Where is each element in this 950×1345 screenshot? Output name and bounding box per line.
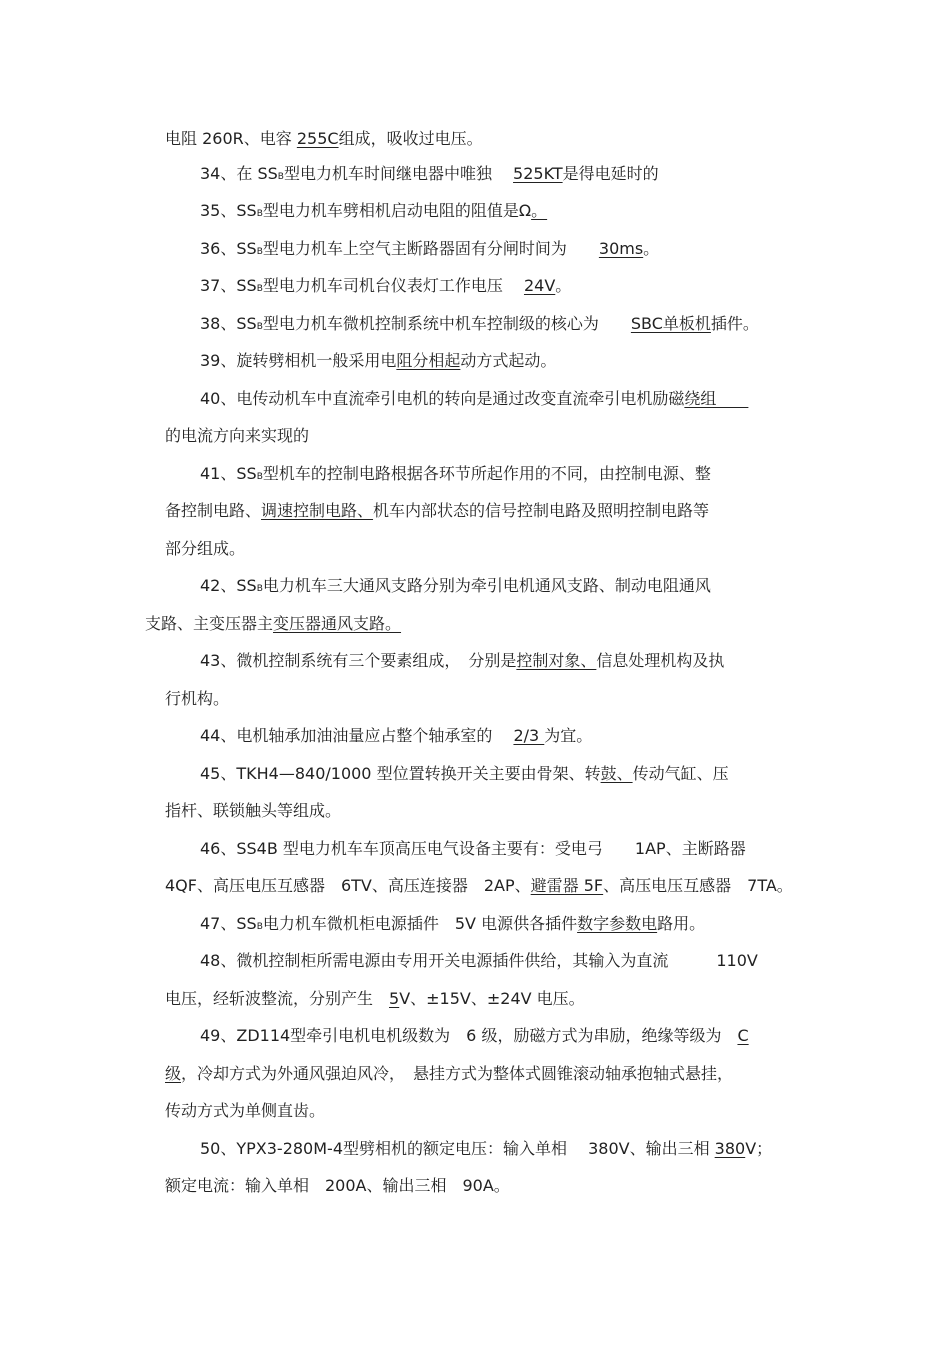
text-segment: 部分组成。 — [165, 539, 246, 558]
text-line — [165, 538, 245, 560]
text-segment: 44、电机轴承加油油量应占整个轴承室的 — [200, 726, 514, 745]
text-line — [200, 950, 758, 972]
text-line — [200, 1025, 749, 1047]
text-segment: 机车内部状态的信号控制电路及照明控制电路等 — [373, 501, 710, 520]
text-segment: ，冷却方式为外通风强迫风冷， 悬挂方式为整体式圆锥滚动轴承抱轴式悬挂， — [181, 1064, 734, 1083]
text-segment: V； — [745, 1139, 773, 1158]
text-segment: 信息处理机构及执 — [596, 651, 725, 670]
text-segment: 路用。 — [657, 914, 706, 933]
text-segment: 、高压电压互感器 7TA。 — [603, 876, 793, 895]
subscript-text: B — [256, 284, 263, 294]
text-line — [200, 163, 659, 188]
text-segment: 动方式起动。 — [460, 351, 557, 370]
text-segment: 插件。 — [710, 314, 759, 333]
text-segment: 38、SS — [200, 314, 257, 333]
text-line — [200, 463, 711, 488]
text-segment: 电压，经斩波整流，分别产生 — [165, 989, 390, 1008]
underlined-answer: 525KT — [513, 164, 563, 183]
text-segment: 46、SS4B 型电力机车车顶高压电气设备主要有：受电弓 1AP、主断路器 — [200, 839, 746, 858]
text-line — [200, 1138, 772, 1160]
text-segment: 36、SS — [200, 239, 257, 258]
text-line — [165, 1063, 733, 1085]
text-line — [165, 1100, 325, 1122]
text-segment: 指杆、联锁触头等组成。 — [165, 801, 342, 820]
text-segment: 传动气缸、压 — [632, 764, 729, 783]
text-segment: 型电力机车微机控制系统中机车控制级的核心为 — [262, 314, 631, 333]
text-segment: 的电流方向来实现的 — [165, 426, 310, 445]
text-segment: 支路、主变压器主 — [145, 614, 274, 633]
text-line — [200, 725, 592, 747]
underlined-answer: 鼓、 — [600, 764, 633, 783]
text-segment: 41、SS — [200, 464, 257, 483]
text-segment: 40、电传动机车中直流牵引电机的转向是通过改变直流牵引电机励磁 — [200, 389, 685, 408]
underlined-answer: 24V — [523, 276, 556, 295]
text-segment: 43、微机控制系统有三个要素组成， 分别是 — [200, 651, 517, 670]
underlined-answer: 变压器通风支路。 — [273, 614, 402, 633]
text-line — [200, 650, 724, 672]
text-segment: 49、ZD114型牵引电机电机级数为 6 级，励磁方式为串励，绝缘等级为 — [200, 1026, 738, 1045]
text-line — [200, 275, 571, 300]
text-line — [200, 763, 729, 785]
text-line — [165, 800, 341, 822]
text-line — [165, 988, 585, 1010]
text-segment: V、±15V、±24V 电压。 — [399, 989, 585, 1008]
text-segment: 电力机车微机柜电源插件 5V 电源供各插件 — [262, 914, 578, 933]
underlined-answer: 级 — [165, 1064, 182, 1083]
text-segment: 型电力机车上空气主断路器固有分闸时间为 — [262, 239, 599, 258]
text-segment: 42、SS — [200, 576, 257, 595]
underlined-answer: 2/3 — [513, 726, 545, 745]
text-segment: 45、TKH4—840/1000 型位置转换开关主要由骨架、转 — [200, 764, 601, 783]
text-segment: 是得电延时的 — [562, 164, 659, 183]
underlined-answer: 绕组 — [684, 389, 749, 408]
text-segment: 35、SS — [200, 201, 257, 220]
text-segment: 37、SS — [200, 276, 257, 295]
text-line — [200, 838, 746, 860]
text-segment: 48、微机控制柜所需电源由专用开关电源插件供给，其输入为直流 110V — [200, 951, 758, 970]
text-segment: 备控制电路、 — [165, 501, 262, 520]
underlined-answer: 避雷器 5F — [530, 876, 604, 895]
text-segment: 型电力机车劈相机启动电阻的阻值是Ω — [262, 201, 532, 220]
text-line — [145, 613, 401, 635]
text-segment: 34、在 SS — [200, 164, 278, 183]
text-line — [200, 913, 705, 938]
subscript-text: B — [256, 247, 263, 257]
text-segment: 型电力机车时间继电器中唯独 — [283, 164, 514, 183]
text-segment: 为宜。 — [544, 726, 593, 745]
underlined-answer: 380 — [714, 1139, 746, 1158]
text-segment: 。 — [555, 276, 572, 295]
text-segment: 行机构。 — [165, 689, 230, 708]
text-segment: 型机车的控制电路根据各环节所起作用的不同，由控制电源、整 — [262, 464, 711, 483]
text-line — [200, 313, 759, 338]
underlined-answer: C — [737, 1026, 749, 1045]
text-line — [200, 575, 711, 600]
text-segment: 型电力机车司机台仪表灯工作电压 — [262, 276, 524, 295]
text-segment: 47、SS — [200, 914, 257, 933]
underlined-answer: 255C — [296, 129, 339, 148]
underlined-answer: 5 — [389, 989, 400, 1008]
text-segment: 。 — [643, 239, 660, 258]
subscript-text: B — [256, 472, 263, 482]
subscript-text: B — [256, 322, 263, 332]
text-line — [165, 425, 309, 447]
text-segment: 39、旋转劈相机一般采用电 — [200, 351, 397, 370]
subscript-text: B — [256, 922, 263, 932]
underlined-answer: 数字参数电 — [577, 914, 658, 933]
underlined-answer: 。 — [531, 201, 548, 220]
text-line — [165, 875, 793, 897]
text-segment: 电阻 260R、电容 — [165, 129, 297, 148]
underlined-answer: 控制对象、 — [516, 651, 597, 670]
subscript-text: B — [277, 172, 284, 182]
subscript-text: B — [256, 584, 263, 594]
text-segment: 50、YPX3-280M-4型劈相机的额定电压：输入单相 380V、输出三相 — [200, 1139, 715, 1158]
underlined-answer: 调速控制电路、 — [261, 501, 374, 520]
text-line — [200, 388, 748, 410]
text-segment: 额定电流：输入单相 200A、输出三相 90A。 — [165, 1176, 510, 1195]
underlined-answer: 阻分相起 — [396, 351, 461, 370]
underlined-answer: SBC单板机 — [630, 314, 711, 333]
text-line — [165, 688, 229, 710]
text-segment: 传动方式为单侧直齿。 — [165, 1101, 326, 1120]
text-segment: 组成，吸收过电压。 — [338, 129, 483, 148]
text-line — [165, 1175, 510, 1197]
underlined-answer: 30ms — [598, 239, 644, 258]
text-line — [165, 500, 709, 522]
text-line — [200, 350, 556, 372]
subscript-text: B — [256, 209, 263, 219]
text-segment: 4QF、高压电压互感器 6TV、高压连接器 2AP、 — [165, 876, 531, 895]
text-line — [200, 200, 547, 225]
text-line — [165, 128, 483, 150]
text-segment: 电力机车三大通风支路分别为牵引电机通风支路、制动电阻通风 — [262, 576, 711, 595]
text-line — [200, 238, 659, 263]
